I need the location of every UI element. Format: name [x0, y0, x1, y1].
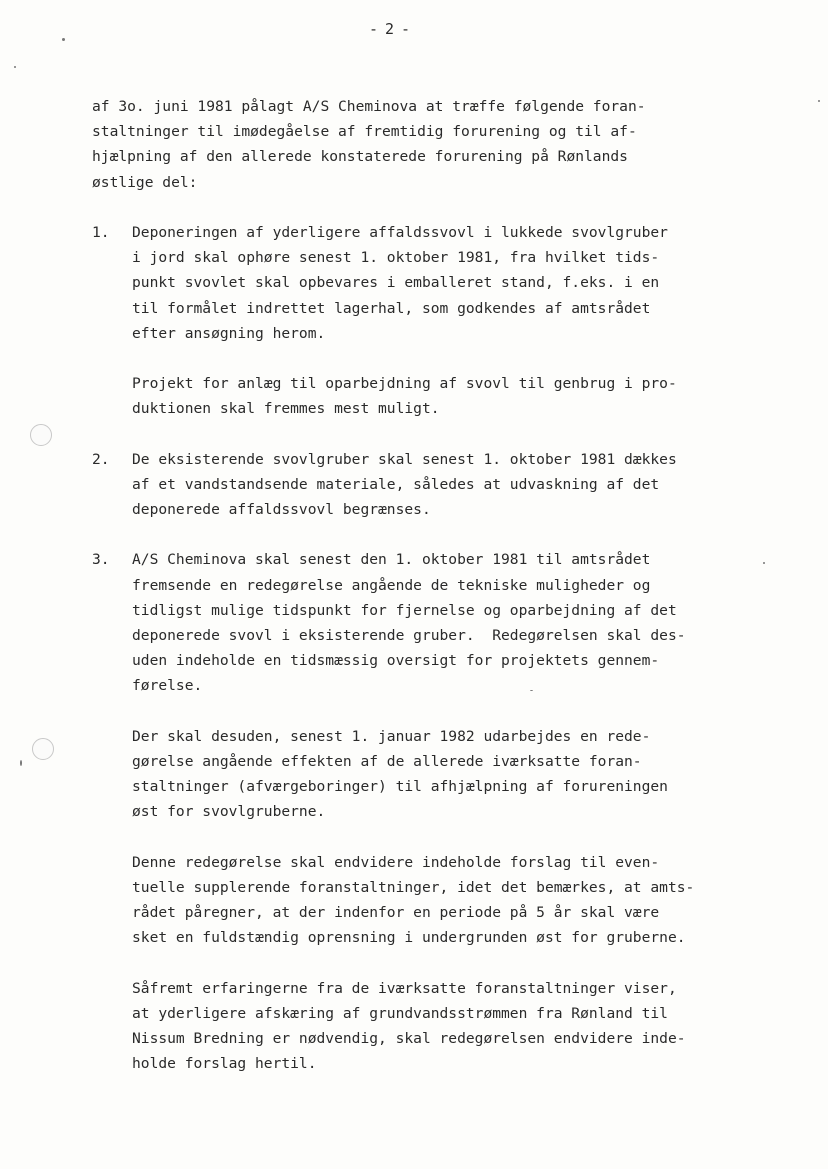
- punch-hole-mark: [32, 738, 54, 760]
- text-line: sket en fuldstændig oprensning i undergrunden øst for gruberne.: [132, 929, 686, 947]
- item-number: 3.: [92, 551, 110, 569]
- text-line: i jord skal ophøre senest 1. oktober 1981, fra hvilket tids-: [132, 249, 660, 267]
- text-line: punkt svovlet skal opbevares i emballeret stand, f.eks. i en: [132, 274, 660, 292]
- text-line: uden indeholde en tidsmæssig oversigt for projektets gennem-: [132, 652, 660, 670]
- scan-speck: [14, 66, 16, 68]
- list-item-2: [92, 447, 792, 523]
- item-3-sub-paragraph: [92, 724, 792, 825]
- text-line: af et vandstandsende materiale, således at udvaskning af det: [132, 475, 660, 493]
- list-item-1: [92, 220, 792, 346]
- text-line: Deponeringen af yderligere affaldssvovl i lukkede svovlgruber: [132, 223, 668, 241]
- item-number: 1.: [92, 223, 110, 241]
- item-3-sub-paragraph: [92, 850, 792, 951]
- text-line: deponerede svovl i eksisterende gruber. Redegørelsen skal des-: [132, 626, 686, 644]
- text-line: deponerede affaldssvovl begrænses.: [132, 501, 431, 518]
- list-item-3: [92, 547, 792, 698]
- text-line: Projekt for anlæg til oparbejdning af svovl til genbrug i pro-: [132, 375, 677, 393]
- scan-speck: [530, 690, 533, 691]
- scan-speck: [818, 100, 820, 102]
- text-line: staltninger (afværgeboringer) til afhjælpning af forureningen: [132, 778, 668, 796]
- text-line: til formålet indrettet lagerhal, som godkendes af amtsrådet: [132, 299, 651, 317]
- text-line: Nissum Bredning er nødvendig, skal redegørelsen endvidere inde-: [132, 1029, 686, 1047]
- intro-paragraph: [92, 94, 792, 195]
- text-line: gørelse angående effekten af de allerede iværksatte foran-: [132, 752, 642, 770]
- page-number: - 2 -: [368, 20, 412, 38]
- text-line: De eksisterende svovlgruber skal senest 1. oktober 1981 dækkes: [132, 450, 677, 468]
- text-line: staltninger til imødegåelse af fremtidig forurening og til af-: [92, 123, 637, 141]
- text-line: fremsende en redegørelse angående de tekniske muligheder og: [132, 576, 651, 594]
- text-line: af 3o. juni 1981 pålagt A/S Cheminova at træffe følgende foran-: [92, 98, 646, 115]
- item-number: 2.: [92, 450, 110, 468]
- page-number-value: 2: [384, 20, 396, 38]
- text-line: Denne redegørelse skal endvidere indeholde forslag til even-: [132, 853, 660, 871]
- scan-speck: [62, 38, 65, 41]
- document-body: [92, 94, 792, 1102]
- item-3-sub-paragraph: [92, 976, 792, 1077]
- text-line: duktionen skal fremmes mest muligt.: [132, 400, 440, 418]
- text-line: A/S Cheminova skal senest den 1. oktober 1981 til amtsrådet: [132, 551, 651, 569]
- text-line: tidligst mulige tidspunkt for fjernelse og oparbejdning af det: [132, 601, 677, 619]
- text-line: øst for svovlgruberne.: [132, 803, 326, 821]
- text-line: Såfremt erfaringerne fra de iværksatte foranstaltninger viser,: [132, 979, 677, 997]
- text-line: Der skal desuden, senest 1. januar 1982 udarbejdes en rede-: [132, 727, 651, 745]
- text-line: tuelle supplerende foranstaltninger, idet det bemærkes, at amts-: [132, 878, 695, 896]
- text-line: hjælpning af den allerede konstaterede forurening på Rønlands: [92, 148, 628, 166]
- text-line: rådet påregner, at der indenfor en periode på 5 år skal være: [132, 904, 660, 921]
- text-line: efter ansøgning herom.: [132, 324, 326, 342]
- text-line: østlige del:: [92, 173, 198, 191]
- punch-hole-mark: [30, 424, 52, 446]
- scan-speck: [20, 760, 22, 766]
- scan-speck: [763, 562, 765, 564]
- text-line: holde forslag hertil.: [132, 1055, 317, 1073]
- item-1-sub-paragraph: [92, 371, 792, 421]
- text-line: at yderligere afskæring af grundvandsstrømmen fra Rønland til: [132, 1004, 668, 1022]
- text-line: førelse.: [132, 677, 203, 695]
